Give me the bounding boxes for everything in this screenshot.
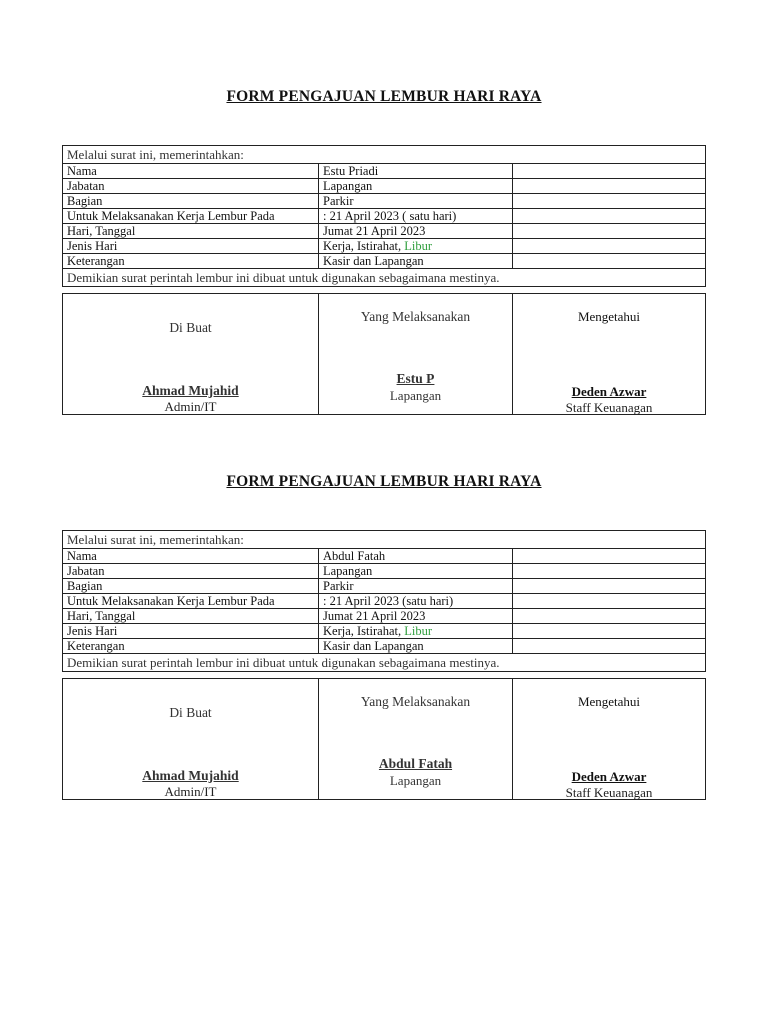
signature-label: Mengetahui	[577, 309, 641, 324]
table-row	[63, 164, 706, 179]
table-row	[63, 209, 706, 224]
signature-cell-executor	[319, 294, 513, 415]
row-label: Nama	[63, 164, 319, 179]
signature-label: Di Buat	[169, 705, 212, 720]
signature-label: Mengetahui	[577, 694, 641, 709]
signature-label: Yang Melaksanakan	[360, 309, 471, 324]
table-row	[63, 594, 706, 609]
row-label: Bagian	[63, 579, 319, 594]
empty-cell	[513, 594, 706, 609]
row-label: Jenis Hari	[63, 624, 319, 639]
row-label: Bagian	[63, 194, 319, 209]
row-label: Jabatan	[63, 179, 319, 194]
empty-cell	[513, 549, 706, 564]
signature-role: Lapangan	[389, 773, 442, 788]
row-label: Untuk Melaksanakan Kerja Lembur Pada	[63, 209, 319, 224]
empty-cell	[513, 609, 706, 624]
row-label: Hari, Tanggal	[63, 224, 319, 239]
table-row	[63, 624, 706, 639]
empty-cell	[513, 239, 706, 254]
table-row	[63, 564, 706, 579]
table-row	[63, 579, 706, 594]
form-title: FORM PENGAJUAN LEMBUR HARI RAYA	[226, 473, 542, 490]
table-row	[63, 179, 706, 194]
row-value: Kasir dan Lapangan	[319, 254, 513, 269]
signature-name: Ahmad Mujahid	[142, 383, 239, 398]
empty-cell	[513, 194, 706, 209]
details-table	[62, 145, 706, 287]
intro-text: Melalui surat ini, memerintahkan:	[63, 146, 706, 164]
empty-cell	[513, 564, 706, 579]
empty-cell	[513, 579, 706, 594]
row-value: Abdul Fatah	[319, 549, 513, 564]
closing-text: Demikian surat perintah lembur ini dibuat untuk digunakan sebagaimana mestinya.	[63, 269, 706, 287]
empty-cell	[513, 179, 706, 194]
empty-cell	[513, 209, 706, 224]
empty-cell	[513, 624, 706, 639]
signature-cell-creator	[63, 679, 319, 800]
row-label: Nama	[63, 549, 319, 564]
signature-role: Staff Keuanagan	[565, 785, 653, 800]
day-type-highlight: Libur	[404, 239, 432, 253]
row-value: Parkir	[319, 579, 513, 594]
table-row	[63, 194, 706, 209]
signature-name: Ahmad Mujahid	[142, 768, 239, 783]
signature-table	[62, 293, 706, 415]
intro-text: Melalui surat ini, memerintahkan:	[63, 531, 706, 549]
signature-name: Deden Azwar	[571, 384, 647, 399]
table-row	[63, 254, 706, 269]
empty-cell	[513, 224, 706, 239]
form-title: FORM PENGAJUAN LEMBUR HARI RAYA	[226, 88, 542, 105]
signature-cell-executor	[319, 679, 513, 800]
row-label: Jabatan	[63, 564, 319, 579]
signature-label: Yang Melaksanakan	[360, 694, 471, 709]
day-type-highlight: Libur	[404, 624, 432, 638]
table-row	[63, 549, 706, 564]
signature-cell-approver	[513, 679, 706, 800]
signature-cell-approver	[513, 294, 706, 415]
signature-role: Admin/IT	[164, 399, 217, 414]
row-value: Lapangan	[319, 564, 513, 579]
signature-name: Abdul Fatah	[378, 756, 453, 771]
empty-cell	[513, 639, 706, 654]
row-value: Parkir	[319, 194, 513, 209]
row-label: Keterangan	[63, 639, 319, 654]
table-row	[63, 609, 706, 624]
row-value-cell	[319, 239, 513, 254]
row-value: Jumat 21 April 2023	[319, 609, 513, 624]
row-value: Jumat 21 April 2023	[319, 224, 513, 239]
row-label: Jenis Hari	[63, 239, 319, 254]
table-row	[63, 639, 706, 654]
signature-cell-creator	[63, 294, 319, 415]
row-value: : 21 April 2023 ( satu hari)	[319, 209, 513, 224]
signature-name: Estu P	[396, 371, 435, 386]
table-row	[63, 239, 706, 254]
empty-cell	[513, 254, 706, 269]
row-label: Hari, Tanggal	[63, 609, 319, 624]
row-value-cell	[319, 624, 513, 639]
row-value: Kerja, Istirahat,	[323, 239, 402, 253]
signature-role: Admin/IT	[164, 784, 217, 799]
row-value: Kasir dan Lapangan	[319, 639, 513, 654]
empty-cell	[513, 164, 706, 179]
closing-text: Demikian surat perintah lembur ini dibuat untuk digunakan sebagaimana mestinya.	[63, 654, 706, 672]
row-value: Estu Priadi	[319, 164, 513, 179]
row-value: Lapangan	[319, 179, 513, 194]
signature-role: Staff Keuanagan	[565, 400, 653, 415]
signature-name: Deden Azwar	[571, 769, 647, 784]
table-row	[63, 224, 706, 239]
signature-label: Di Buat	[169, 320, 212, 335]
row-value: Kerja, Istirahat,	[323, 624, 402, 638]
signature-table	[62, 678, 706, 800]
details-table	[62, 530, 706, 672]
row-value: : 21 April 2023 (satu hari)	[319, 594, 513, 609]
row-label: Keterangan	[63, 254, 319, 269]
row-label: Untuk Melaksanakan Kerja Lembur Pada	[63, 594, 319, 609]
signature-role: Lapangan	[389, 388, 442, 403]
